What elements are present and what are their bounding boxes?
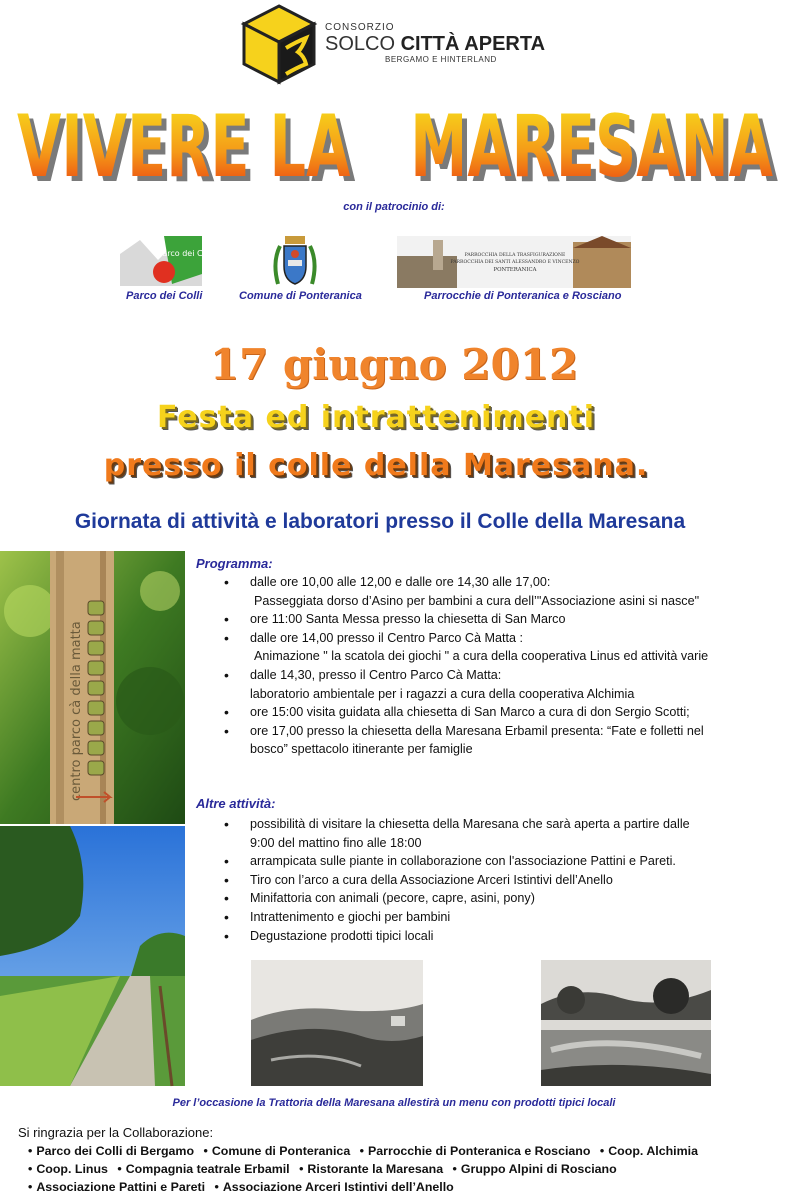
- consortium-area: BERGAMO E HINTERLAND: [385, 55, 497, 64]
- parrocchie-label: Parrocchie di Ponteranica e Rosciano: [424, 290, 622, 302]
- programma-item-line: • dalle 14,30, presso il Centro Parco Cà Matta:: [250, 667, 502, 682]
- thanks-entry: • Compagnia teatrale Erbamil: [111, 1162, 289, 1176]
- altre-item-line: • possibilità di visitare la chiesetta della Maresana che sarà aperta a partire dalle: [250, 817, 690, 831]
- consortium-name: [325, 22, 585, 64]
- altre-item: [196, 927, 776, 946]
- altre-item: [196, 815, 776, 852]
- programma-item-line: Animazione " la scatola dei giochi " a cura della cooperativa Linus ed attività varie: [254, 649, 709, 664]
- festa-line-2-text: presso il colle della Maresana.: [103, 448, 649, 483]
- parrocchie-banner-logo: [397, 236, 631, 288]
- programma-item: [196, 722, 776, 759]
- altre-item-line: • Minifattoria con animali (pecore, capre, asini, pony): [250, 891, 535, 906]
- event-date-text: 17 giugno 2012: [209, 340, 579, 389]
- altre-item-line: • arrampicata sulle piante in collaborazione con l'associazione Pattini e Pareti.: [250, 854, 676, 869]
- programma-item-line: bosco” spettacolo itinerante per famiglie: [250, 742, 473, 757]
- thanks-heading: Si ringrazia per la Collaborazione:: [18, 1125, 214, 1140]
- thanks-line-3: [28, 1180, 454, 1194]
- altre-item-line: • Tiro con l’arco a cura della Associazione Arceri Istintivi dell’Anello: [250, 872, 613, 887]
- thanks-entry: • Ristorante la Maresana: [293, 1162, 443, 1176]
- programma-item: [196, 629, 776, 666]
- programma-item-line: Passeggiata dorso d’Asino per bambini a cura dell’"Associazione asini si nasce": [254, 593, 700, 608]
- programma-item-line: • ore 15:00 visita guidata alla chiesetta di San Marco a cura di don Sergio Scotti;: [250, 705, 690, 720]
- altre-item: [196, 852, 776, 871]
- altre-list: [196, 815, 776, 945]
- programma-item: [196, 703, 776, 722]
- programma-item-line: laboratorio ambientale per i ragazzi a cura della cooperativa Alchimia: [250, 686, 635, 701]
- thanks-line-2: [28, 1162, 617, 1176]
- altre-item-line: 9:00 del mattino fino alle 18:00: [250, 835, 422, 850]
- consortium-title: [325, 33, 585, 55]
- event-date: [0, 340, 788, 389]
- parrocchie-logo-line-3: PONTERANICA: [493, 267, 537, 273]
- consortium-small-label: CONSORZIO: [325, 22, 395, 33]
- altre-item: [196, 889, 776, 908]
- thanks-entry: • Comune di Ponteranica: [197, 1144, 350, 1158]
- altre-item: [196, 871, 776, 890]
- thanks-entry: • Associazione Arceri Istintivi dell’Anello: [209, 1180, 454, 1194]
- comune-label: Comune di Ponteranica: [239, 290, 362, 302]
- programma-item: [196, 573, 776, 610]
- consortium-cube-logo: [240, 2, 318, 86]
- thanks-entry: • Parco dei Colli di Bergamo: [28, 1144, 194, 1158]
- parco-dei-colli-logo: [120, 234, 215, 286]
- historic-photo-clearing: [541, 960, 711, 1086]
- programma-item: [196, 666, 776, 703]
- thanks-entry: • Coop. Alchimia: [594, 1144, 698, 1158]
- subtitle: Giornata di attività e laboratori presso il Colle della Maresana: [74, 510, 686, 533]
- festa-line-2: [0, 448, 752, 483]
- consortium-title-bold: CITTÀ APERTA: [400, 33, 546, 55]
- wooden-signpost-photo: [0, 551, 185, 824]
- parco-label: Parco dei Colli: [126, 290, 203, 302]
- parco-logo-text: Parco dei Colli: [157, 249, 215, 258]
- parrocchie-logo-line-1: PARROCCHIA DELLA TRASFIGURAZIONE: [464, 253, 566, 258]
- parrocchie-logo-line-2: PARROCCHIA DEI SANTI ALESSANDRO E VINCENZO: [450, 260, 580, 265]
- programma-item-line: • ore 17,00 presso la chiesetta della Maresana Erbamil presenta: “Fate e folletti nel: [250, 723, 704, 738]
- signpost-text: centro parco cà della matta: [69, 621, 84, 801]
- thanks-entry: • Parrocchie di Ponteranica e Rosciano: [354, 1144, 591, 1158]
- programma-list: [196, 573, 776, 759]
- consortium-title-light: SOLCO: [325, 33, 396, 55]
- thanks-entry: • Gruppo Alpini di Rosciano: [447, 1162, 617, 1176]
- thanks-entry: • Associazione Pattini e Pareti: [28, 1180, 205, 1194]
- programma-item: [196, 610, 776, 629]
- programma-heading: Programma:: [196, 556, 273, 571]
- programma-item-line: • dalle ore 10,00 alle 12,00 e dalle ore 14,30 alle 17,00:: [250, 575, 551, 589]
- main-title-shadow: VIVERE LA MARESANA: [22, 102, 779, 202]
- country-path-photo: [0, 826, 185, 1086]
- thanks-entry: • Coop. Linus: [28, 1162, 108, 1176]
- programma-item-line: • dalle ore 14,00 presso il Centro Parco Cà Matta :: [250, 630, 524, 645]
- patronage-heading: con il patrocinio di:: [343, 201, 445, 213]
- altre-item-line: • Intrattenimento e giochi per bambini: [250, 909, 451, 924]
- festa-line-1-text: Festa ed intrattenimenti: [156, 400, 596, 435]
- historic-photo-hills: [251, 960, 423, 1086]
- comune-crest-logo: [270, 232, 320, 290]
- altre-item-line: • Degustazione prodotti tipici locali: [250, 928, 434, 943]
- altre-item: [196, 908, 776, 927]
- programma-item-line: • ore 11:00 Santa Messa presso la chiesetta di San Marco: [250, 612, 566, 627]
- festa-line-1: [0, 400, 752, 435]
- altre-heading: Altre attività:: [196, 796, 276, 811]
- thanks-line-1: [28, 1144, 698, 1158]
- trattoria-note: Per l’occasione la Trattoria della Maresana allestirà un menu con prodotti tipici locali: [172, 1097, 616, 1109]
- main-title: [10, 88, 780, 202]
- main-title-text: VIVERE LA MARESANA: [17, 97, 774, 197]
